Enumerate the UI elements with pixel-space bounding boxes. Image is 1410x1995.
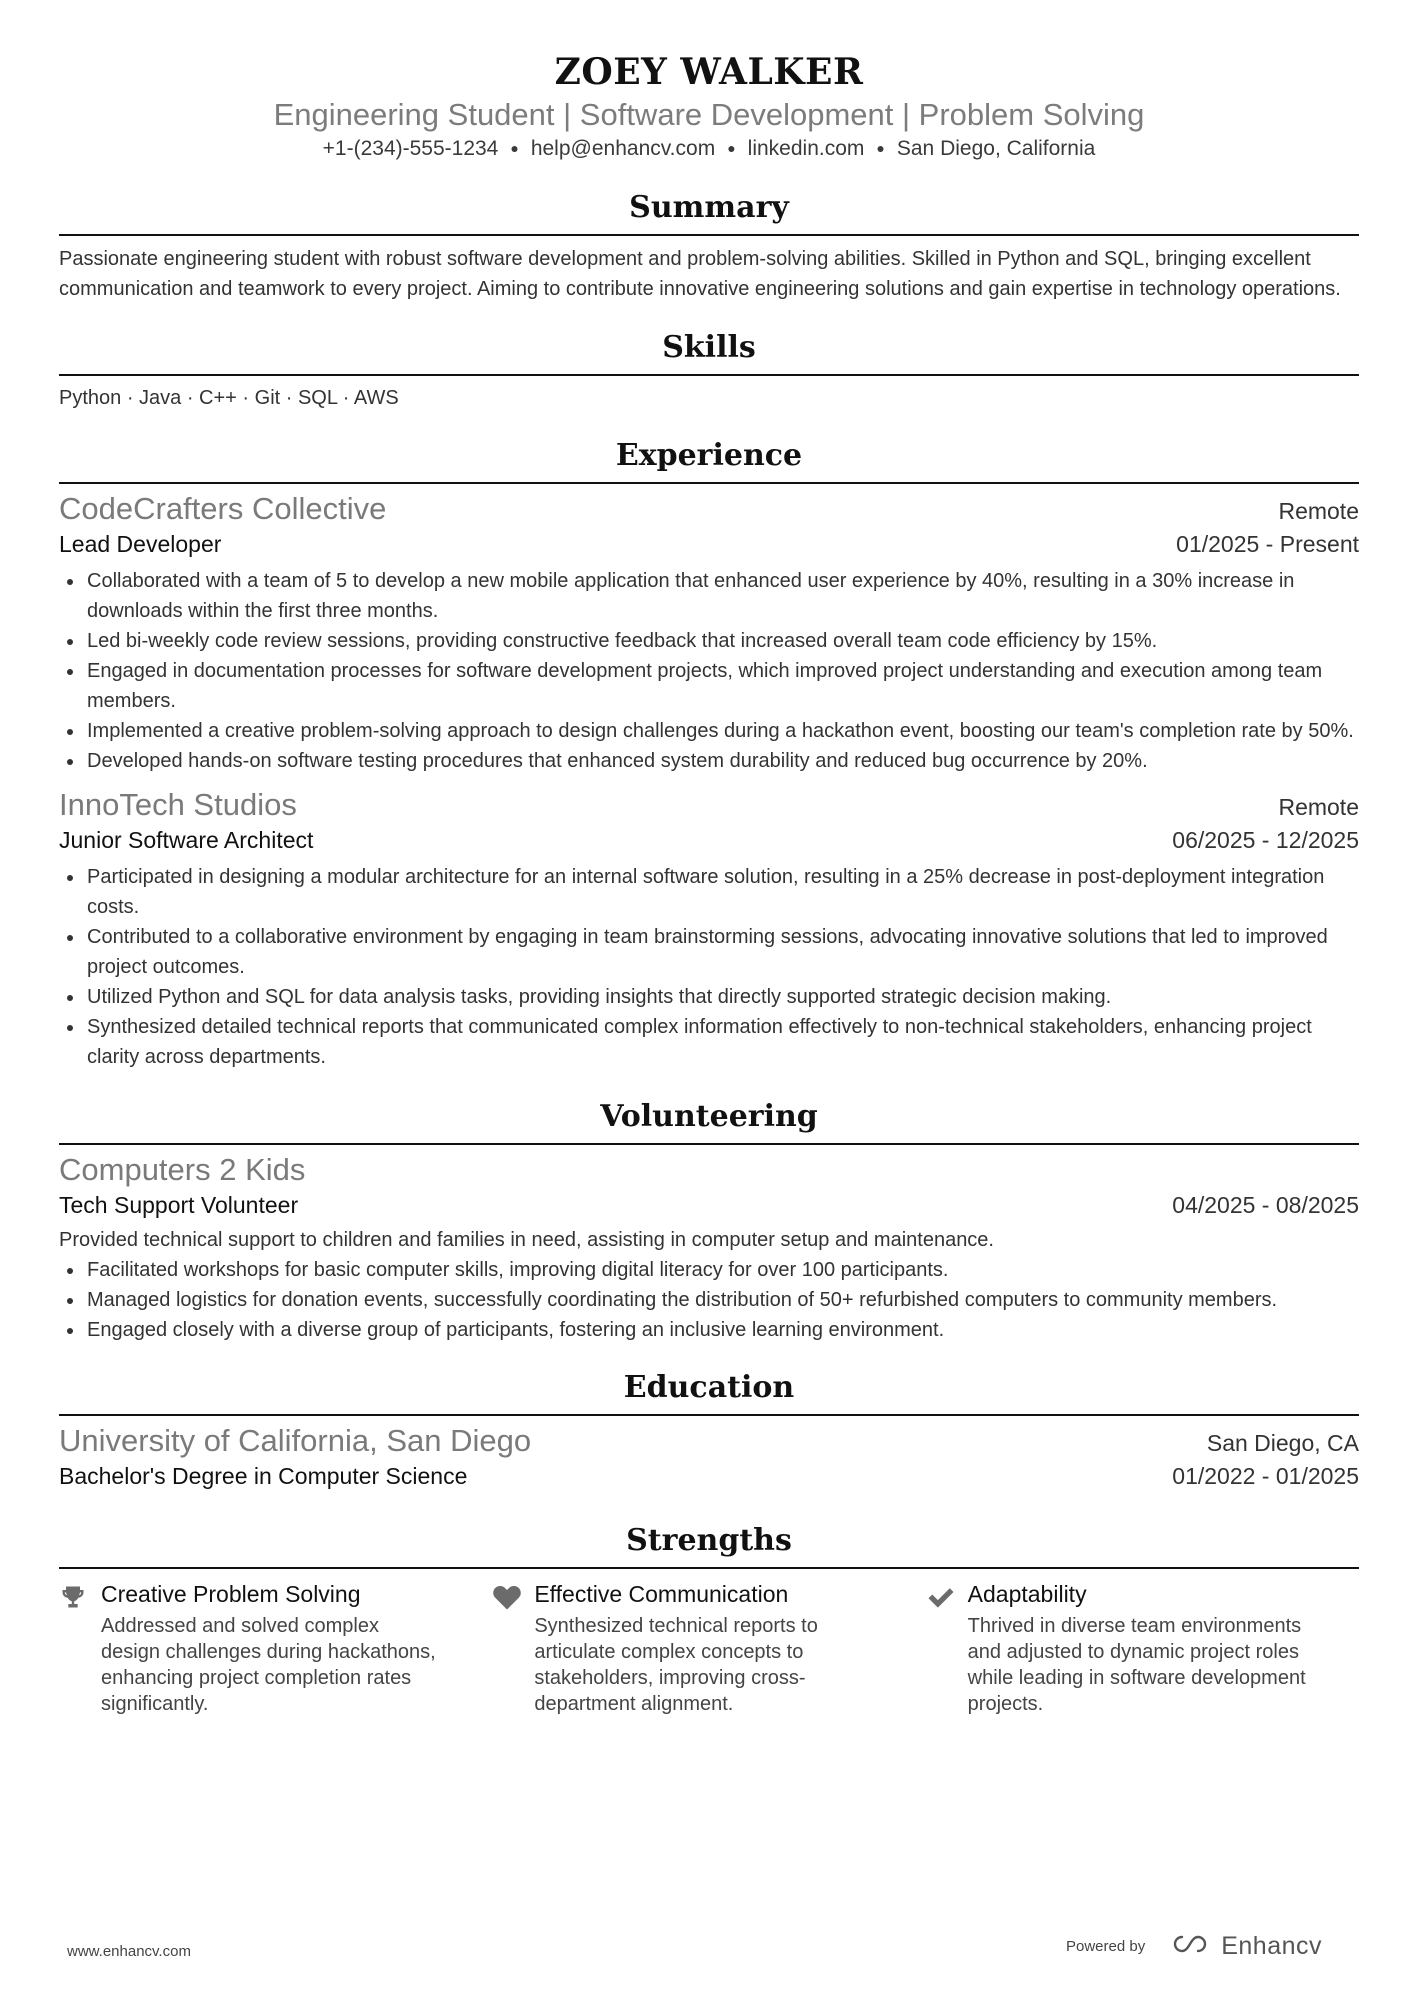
bullet-separator: ● <box>876 140 885 156</box>
phone: +1-(234)-555-1234 <box>322 137 499 160</box>
resume-page <box>59 0 1359 1717</box>
list-item: Implemented a creative problem-solving approach to design challenges during a hackathon event, boosting our team's completion rate by 50%. <box>59 716 1359 746</box>
organization-name: Computers 2 Kids <box>59 1152 306 1187</box>
volunteer-description: Provided technical support to children and families in need, assisting in computer setup and maintenance. <box>59 1229 994 1251</box>
linkedin-link[interactable]: linkedin.com <box>747 137 865 160</box>
skills-list: Python · Java · C++ · Git · SQL · AWS <box>59 387 399 409</box>
candidate-name: ZOEY WALKER <box>554 51 864 93</box>
section-divider <box>59 482 1359 484</box>
section-divider <box>59 374 1359 376</box>
checkmark-icon <box>926 1579 968 1717</box>
section-title-skills: Skills <box>662 330 756 365</box>
section-divider <box>59 1143 1359 1145</box>
brand-name: Enhancv <box>1221 1932 1323 1960</box>
footer-website-link[interactable]: www.enhancv.com <box>67 1943 191 1960</box>
achievement-list <box>59 566 1359 776</box>
strength-title: Creative Problem Solving <box>101 1581 361 1607</box>
job-title: Lead Developer <box>59 531 222 557</box>
heart-icon <box>492 1579 534 1717</box>
strength-description: Addressed and solved complex design challenges during hackathons, enhancing project completion rates significantly. <box>101 1615 436 1715</box>
section-title-summary: Summary <box>629 190 789 225</box>
footer-branding[interactable] <box>1066 1932 1322 1961</box>
volunteer-achievement-list <box>59 1255 1359 1345</box>
list-item: Facilitated workshops for basic computer skills, improving digital literacy for over 100 participants. <box>59 1255 1359 1285</box>
email-link[interactable]: help@enhancv.com <box>530 137 716 160</box>
volunteering-section <box>59 1098 1359 1345</box>
section-title-strengths: Strengths <box>626 1523 792 1558</box>
volunteer-role: Tech Support Volunteer <box>59 1192 299 1218</box>
section-divider <box>59 234 1359 236</box>
school-name: University of California, San Diego <box>59 1423 532 1458</box>
strengths-section <box>59 1522 1359 1717</box>
bullet-separator: ● <box>727 140 736 156</box>
strength-description: Synthesized technical reports to articulate complex concepts to stakeholders, improving cross-department alignment. <box>534 1615 818 1715</box>
experience-entry <box>59 786 1359 1072</box>
job-location: Remote <box>1278 498 1359 524</box>
education-entry <box>59 1422 1359 1492</box>
experience-entry <box>59 490 1359 776</box>
bullet-separator: ● <box>510 140 519 156</box>
trophy-icon <box>59 1579 101 1717</box>
list-item: Synthesized detailed technical reports that communicated complex information effectively to non-technical stakeholders, enhancing project clarity across departments. <box>59 1012 1359 1072</box>
company-name: CodeCrafters Collective <box>59 491 387 526</box>
list-item: Led bi-weekly code review sessions, providing constructive feedback that increased overall team code efficiency by 15%. <box>59 626 1359 656</box>
strength-item <box>492 1579 925 1717</box>
strength-description: Thrived in diverse team environments and adjusted to dynamic project roles while leading in software development projects. <box>967 1615 1306 1715</box>
contact-line <box>59 134 1359 163</box>
volunteer-dates: 04/2025 - 08/2025 <box>1172 1192 1359 1218</box>
volunteer-entry <box>59 1151 1359 1345</box>
degree: Bachelor's Degree in Computer Science <box>59 1463 468 1489</box>
list-item: Utilized Python and SQL for data analysis tasks, providing insights that directly supported strategic decision making. <box>59 982 1359 1012</box>
strengths-grid <box>59 1579 1359 1717</box>
section-divider <box>59 1414 1359 1416</box>
list-item: Contributed to a collaborative environment by engaging in team brainstorming sessions, advocating innovative solutions that led to improved project outcomes. <box>59 922 1359 982</box>
company-name: InnoTech Studios <box>59 787 297 822</box>
summary-text: Passionate engineering student with robust software development and problem-solving abilities. Skilled in Python and SQL, bringing excellent communication and teamwork to every project. Aiming to contribute innovative engineering solutions and gain expertise in technology operations. <box>59 248 1341 300</box>
experience-section <box>59 437 1359 1072</box>
list-item: Managed logistics for donation events, successfully coordinating the distribution of 50+ refurbished computers to community members. <box>59 1285 1359 1315</box>
section-title-volunteering: Volunteering <box>600 1099 818 1134</box>
job-dates: 06/2025 - 12/2025 <box>1172 827 1359 853</box>
education-dates: 01/2022 - 01/2025 <box>1172 1463 1359 1489</box>
location: San Diego, California <box>896 137 1096 160</box>
list-item: Engaged in documentation processes for software development projects, which improved project understanding and execution among team members. <box>59 656 1359 716</box>
job-location: Remote <box>1278 794 1359 820</box>
list-item: Developed hands-on software testing procedures that enhanced system durability and reduced bug occurrence by 20%. <box>59 746 1359 776</box>
section-title-experience: Experience <box>615 438 803 473</box>
education-section <box>59 1369 1359 1492</box>
list-item: Participated in designing a modular architecture for an internal software solution, resulting in a 25% decrease in post-deployment integration costs. <box>59 862 1359 922</box>
strength-title: Effective Communication <box>534 1581 789 1607</box>
job-title: Junior Software Architect <box>59 827 314 853</box>
achievement-list <box>59 862 1359 1072</box>
strength-item <box>926 1579 1359 1717</box>
section-divider <box>59 1567 1359 1569</box>
list-item: Engaged closely with a diverse group of participants, fostering an inclusive learning environment. <box>59 1315 1359 1345</box>
strength-item <box>59 1579 492 1717</box>
list-item: Collaborated with a team of 5 to develop a new mobile application that enhanced user experience by 40%, resulting in a 30% increase in downloads within the first three months. <box>59 566 1359 626</box>
powered-by-label: Powered by <box>1066 1938 1146 1955</box>
school-location: San Diego, CA <box>1206 1430 1359 1456</box>
strength-title: Adaptability <box>967 1581 1087 1607</box>
section-title-education: Education <box>623 1370 795 1405</box>
enhancv-logo-icon <box>1171 1933 1215 1960</box>
job-dates: 01/2025 - Present <box>1176 531 1359 557</box>
skills-section <box>59 329 1359 413</box>
summary-section <box>59 189 1359 304</box>
headline: Engineering Student | Software Development | Problem Solving <box>273 97 1145 132</box>
